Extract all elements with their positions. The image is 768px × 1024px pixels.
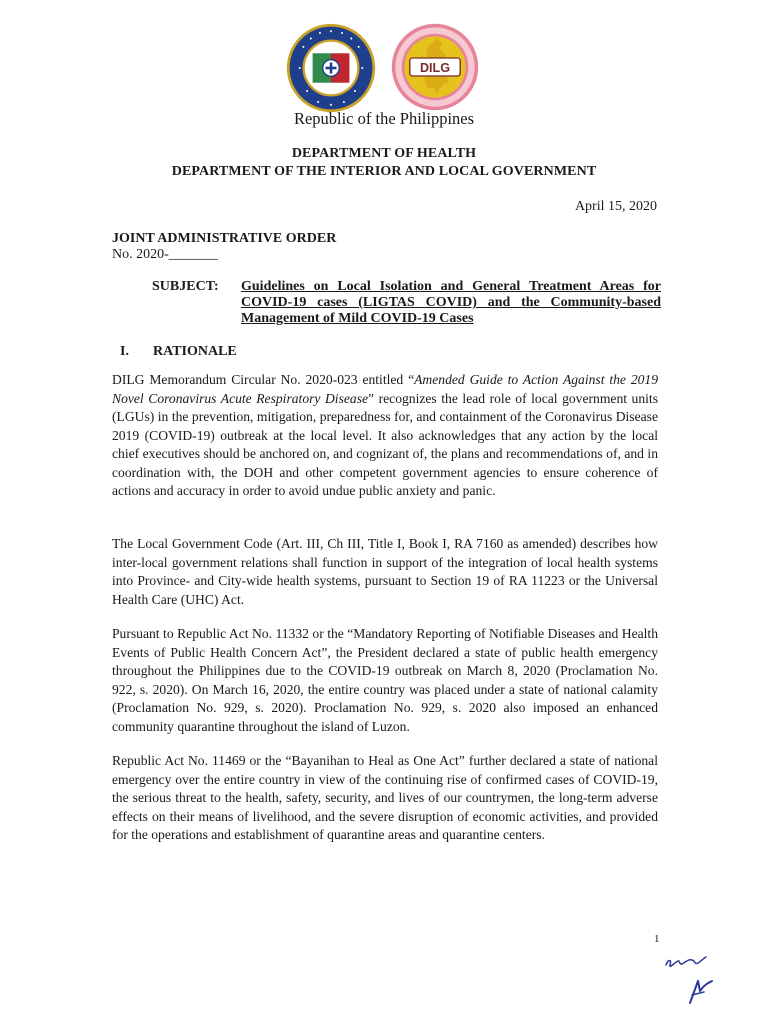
doh-seal-icon xyxy=(285,22,377,114)
paragraph-1 xyxy=(112,371,658,501)
letterhead-logos xyxy=(0,22,768,114)
section-heading xyxy=(120,344,237,360)
dilg-seal-label: DILG xyxy=(419,60,451,75)
section-title: RATIONALE xyxy=(153,344,237,359)
paragraph-3: Pursuant to Republic Act No. 11332 or the “Mandatory Reporting of Notifiable Diseases and Health Events of Public Health Concern Act”, the President declared a state of public health emergency throughout the Philippines due to the COVID-19 outbreak on March 8, 2020 (Proclamation No. 922, s. 2020). On March 16, 2020, the entire country was placed under a state of national calamity (Proclamation No. 929, s. 2020). Proclamation No. 929, s. 2020 also imposed an enhanced community quarantine throughout the island of Luzon. xyxy=(112,626,658,734)
subject-label: SUBJECT: xyxy=(152,279,219,294)
paragraph-1-suffix: ” recognizes the lead role of local government units (LGUs) in the prevention, mitigation, preparedness for, and containment of the Coronavirus Disease 2019 (COVID-19) outbreak at the local level. It also acknowledges that any action by the local chief executives should be anchored on, and cognizant of, the plans and recommendations of, and in coordination with, the DOH and other competent government agencies to ensure coherence of actions and accuracy in order to avoid undue public anxiety and panic. xyxy=(112,390,658,498)
agency-doh: DEPARTMENT OF HEALTH xyxy=(291,146,477,161)
section-number: I. xyxy=(120,344,129,359)
page-number: 1 xyxy=(654,933,660,945)
handwritten-initials-icon xyxy=(654,945,724,1010)
document-date: April 15, 2020 xyxy=(574,199,657,214)
country-name: Republic of the Philippines xyxy=(293,109,475,128)
paragraph-1-prefix: DILG Memorandum Circular No. 2020-023 entitled “ xyxy=(112,372,415,387)
order-title: JOINT ADMINISTRATIVE ORDER xyxy=(112,231,337,246)
agency-dilg: DEPARTMENT OF THE INTERIOR AND LOCAL GOVERNMENT xyxy=(171,164,597,179)
subject-text: Guidelines on Local Isolation and General Treatment Areas for COVID-19 cases (LIGTAS COVID) and the Community-based Management of Mild COVID-19 Cases xyxy=(241,279,661,326)
dilg-seal-icon xyxy=(390,22,480,112)
paragraph-2: The Local Government Code (Art. III, Ch III, Title I, Book I, RA 7160 as amended) describes how inter-local government relations shall function in support of the integration of local health systems into Province- and City-wide health systems, pursuant to Section 19 of RA 11223 or the Universal Health Care (UHC) Act. xyxy=(112,536,658,607)
order-number: No. 2020-_______ xyxy=(112,247,218,262)
paragraph-4: Republic Act No. 11469 or the “Bayanihan to Heal as One Act” further declared a state of national emergency over the entire country in view of the continuing rise of confirmed cases of COVID-19, the serious threat to the health, safety, security, and lives of our countrymen, the long-term adverse effects on their means of livelihood, and the severe disruption of economic activities, and provided for the operations and establishment of quarantine areas and quarantine centers. xyxy=(112,753,658,842)
paragraph-1-italic-title: Amended Guide to Action Against the 2019 Novel Coronavirus Acute Respiratory Disease xyxy=(112,372,659,406)
